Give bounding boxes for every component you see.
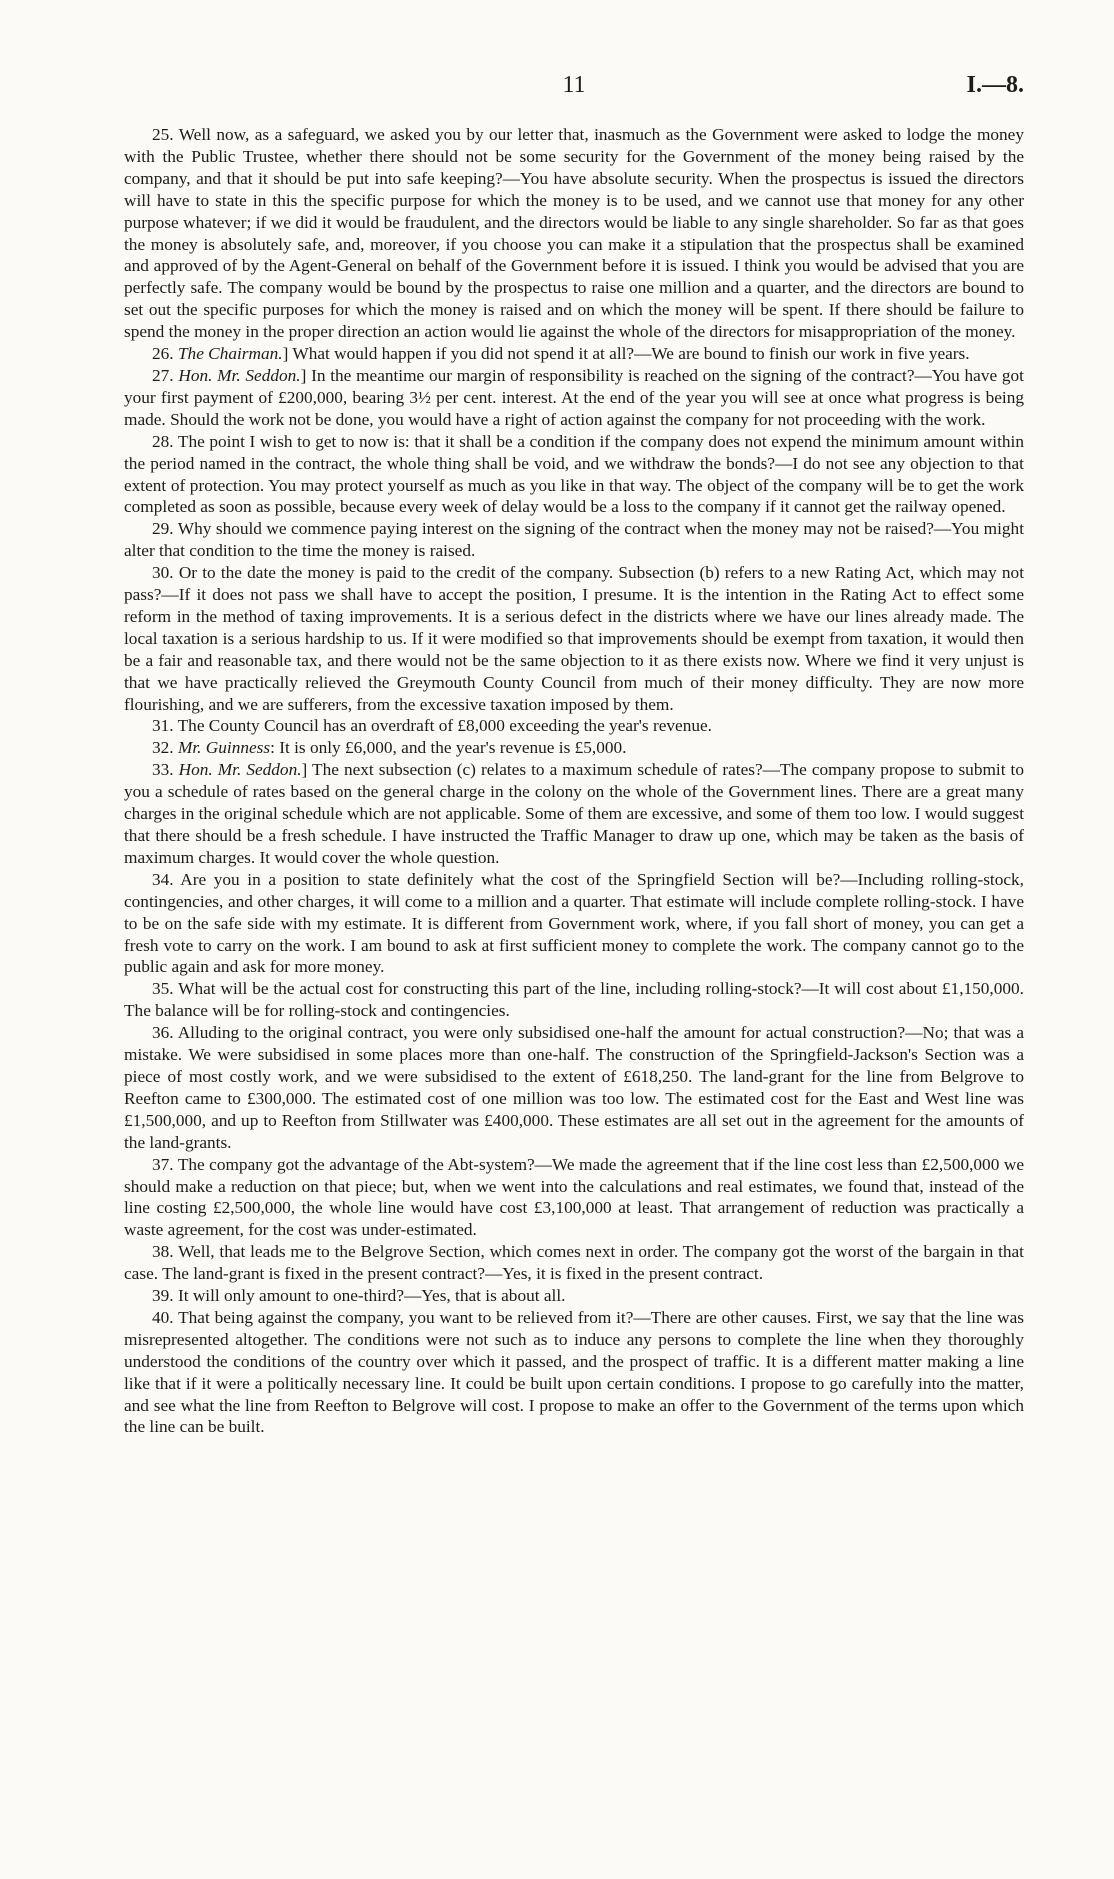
paragraph-number: 40. [152,1307,174,1327]
paragraph-text: Well now, as a safeguard, we asked you by our letter that, inasmuch as the Government were asked to lodge the money with the Public Trustee, whether there should not be some security for the Government of the money being raised by the company, and that it should be put into safe keeping?—You have absolute security. When the prospectus is issued the directors will have to state in this the specific purpose for which the money is to be used, and we cannot use that money for any other purpose whatever; if we did it would be fraudulent, and the directors would be liable to any single shareholder. So far as that goes the money is absolutely safe, and, moreover, if you choose you can make it a stipulation that the prospectus shall be examined and approved of by the Agent-General on behalf of the Government before it is issued. I think you would be advised that you are perfectly safe. The company would be bound by the prospectus to raise one million and a quarter, and the directors are bound to set out the specific purposes for which the money is raised and on which the money will be spent. If there should be failure to spend the money in the proper direction an action would lie against the whole of the directors for misappropriation of the money. [124,125,1024,342]
paragraph-number: 31. [152,716,174,736]
speaker-name: Hon. Mr. Seddon. [178,760,302,780]
evidence-body [124,124,1024,1438]
evidence-paragraph [124,1307,1024,1438]
evidence-paragraph [124,1154,1024,1242]
speaker-separator: : [270,738,275,758]
paragraph-text: Or to the date the money is paid to the credit of the company. Subsection (b) refers to a new Rating Act, which may not pass?—If it does not pass we shall have to accept the position, I presume. It is the intention in the Rating Act to effect some reform in the method of taxing improvements. It is a serious defect in the districts where we have our lines already made. The local taxation is a serious hardship to us. If it were modified so that improvements should be exempt from taxation, it would then be a fair and reasonable tax, and there would not be the same objection to it as there exists now. Where we find it very unjust is that we have practically relieved the Greymouth County Council from much of their money difficulty. They are now more flourishing, and we are sufferers, from the excessive taxation imposed by them. [124,563,1024,714]
paragraph-number: 26. [152,344,174,364]
paragraph-text: Alluding to the original contract, you were only subsidised one-half the amount for actual construction?—No; that was a mistake. We were subsidised in some places more than one-half. The construction of the Springfield-Jackson's Section was a piece of most costly work, and we were subsidised to the extent of £618,250. The land-grant for the line from Belgrove to Reefton came to £300,000. The estimated cost of one million was too low. The estimated cost for the East and West line was £1,500,000, and up to Reefton from Stillwater was £400,000. These estimates are all set out in the agreement for the amounts of the land-grants. [124,1023,1024,1152]
paragraph-text: The County Council has an overdraft of £8,000 exceeding the year's revenue. [177,716,712,736]
paragraph-number: 34. [152,869,174,889]
paragraph-number: 33. [152,760,174,780]
evidence-paragraph [124,715,1024,737]
paragraph-number: 28. [152,431,174,451]
evidence-paragraph [124,365,1024,431]
speaker-separator: ] [301,760,308,780]
paragraph-number: 32. [152,738,174,758]
evidence-paragraph [124,737,1024,759]
speaker-name: Mr. Guinness [177,738,271,758]
paragraph-text: What will be the actual cost for constructing this part of the line, including rolling-stock?—It will cost about £1,150,000. The balance will be for rolling-stock and contingencies. [124,979,1024,1021]
speaker-name: The Chairman. [177,344,283,364]
paragraph-number: 27. [152,365,174,385]
evidence-paragraph [124,431,1024,519]
evidence-paragraph [124,1241,1024,1285]
evidence-paragraph [124,343,1024,365]
paragraph-number: 38. [152,1242,174,1262]
speaker-name: Hon. Mr. Seddon. [178,365,301,385]
evidence-paragraph [124,978,1024,1022]
paragraph-text: In the meantime our margin of responsibility is reached on the signing of the contract?—You have got your first payment of £200,000, bearing 3½ per cent. interest. At the end of the year you will see at once what progress is being made. Should the work not be done, you would have a right of action against the company for not proceeding with the work. [124,365,1024,429]
paragraph-text: Why should we commence paying interest on the signing of the contract when the money may not be raised?—You might alter that condition to the time the money is raised. [124,519,1024,561]
speaker-separator: ] [300,365,307,385]
paragraph-number: 35. [152,979,174,999]
paragraph-text: Well, that leads me to the Belgrove Section, which comes next in order. The company got the worst of the bargain in that case. The land-grant is fixed in the present contract?—Yes, it is fixed in the present contract. [124,1242,1024,1284]
evidence-paragraph [124,562,1024,715]
paragraph-number: 25. [152,125,174,144]
paragraph-text: The company got the advantage of the Abt-system?—We made the agreement that if the line cost less than £2,500,000 we should make a reduction on that piece; but, when we went into the calculations and real estimates, we found that, instead of the line costing £2,500,000, the whole line would have cost £3,100,000 at least. That arrangement of reduction was practically a waste agreement, for the cost was under-estimated. [124,1154,1024,1240]
evidence-paragraph [124,759,1024,869]
paragraph-number: 29. [152,519,174,539]
paragraph-text: Are you in a position to state definitely what the cost of the Springfield Section will be?—Including rolling-stock, contingencies, and other charges, it will come to a million and a quarter. That estimate will include complete rolling-stock. I have to be on the safe side with my estimate. It is different from Government work, where, if you fall short of money, you can get a fresh vote to carry on the work. I am bound to ask at first sufficient money to complete the work. The company cannot go to the public again and ask for more money. [124,869,1025,977]
speaker-separator: ] [282,344,289,364]
evidence-paragraph [124,1022,1024,1153]
paragraph-text: The point I wish to get to now is: that it shall be a condition if the company does not expend the minimum amount within the period named in the contract, the whole thing shall be void, and we withdraw the bonds?—I do not see any objection to that extent of protection. You may protect yourself as much as you like in that way. The object of the company will be to get the work completed as soon as possible, because every week of delay would be a loss to the company if it cannot get the railway opened. [124,431,1024,517]
paragraph-text: The next subsection (c) relates to a maximum schedule of rates?—The company propose to submit to you a schedule of rates based on the general charge in the colony on the whole of the Government lines. There are a great many charges in the original schedule which are not applicable. Some of them are excessive, and some of them too low. I would suggest that there should be a fresh schedule. I have instructed the Traffic Manager to draw up one, which may be taken as the basis of maximum charges. It would cover the whole question. [124,760,1024,867]
paragraph-number: 30. [152,563,174,583]
page-header [124,72,1024,102]
evidence-paragraph [124,518,1024,562]
evidence-paragraph [124,1285,1024,1307]
paragraph-text: What would happen if you did not spend it at all?—We are bound to finish our work in five years. [292,344,970,364]
paragraph-text: That being against the company, you want to be relieved from it?—There are other causes. First, we say that the line was misrepresented altogether. The conditions were not such as to induce any persons to complete the line when they thoroughly understood the conditions of the country over which it passed, and the prospect of traffic. It is a different matter making a line like that if it were a politically necessary line. It could be built upon certain conditions. I propose to go carefully into the matter, and see what the line from Reefton to Belgrove will cost. I propose to make an offer to the Government of the terms upon which the line can be built. [124,1307,1024,1437]
paragraph-number: 39. [152,1286,174,1306]
paragraph-number: 37. [152,1154,174,1174]
evidence-paragraph [124,869,1024,979]
paragraph-text: It will only amount to one-third?—Yes, that is about all. [177,1286,566,1306]
paragraph-number: 36. [152,1023,174,1043]
document-reference: I.—8. [966,72,1024,98]
evidence-paragraph [124,124,1024,343]
paragraph-text: It is only £6,000, and the year's revenue is £5,000. [279,738,627,758]
page-number: 11 [562,72,586,98]
